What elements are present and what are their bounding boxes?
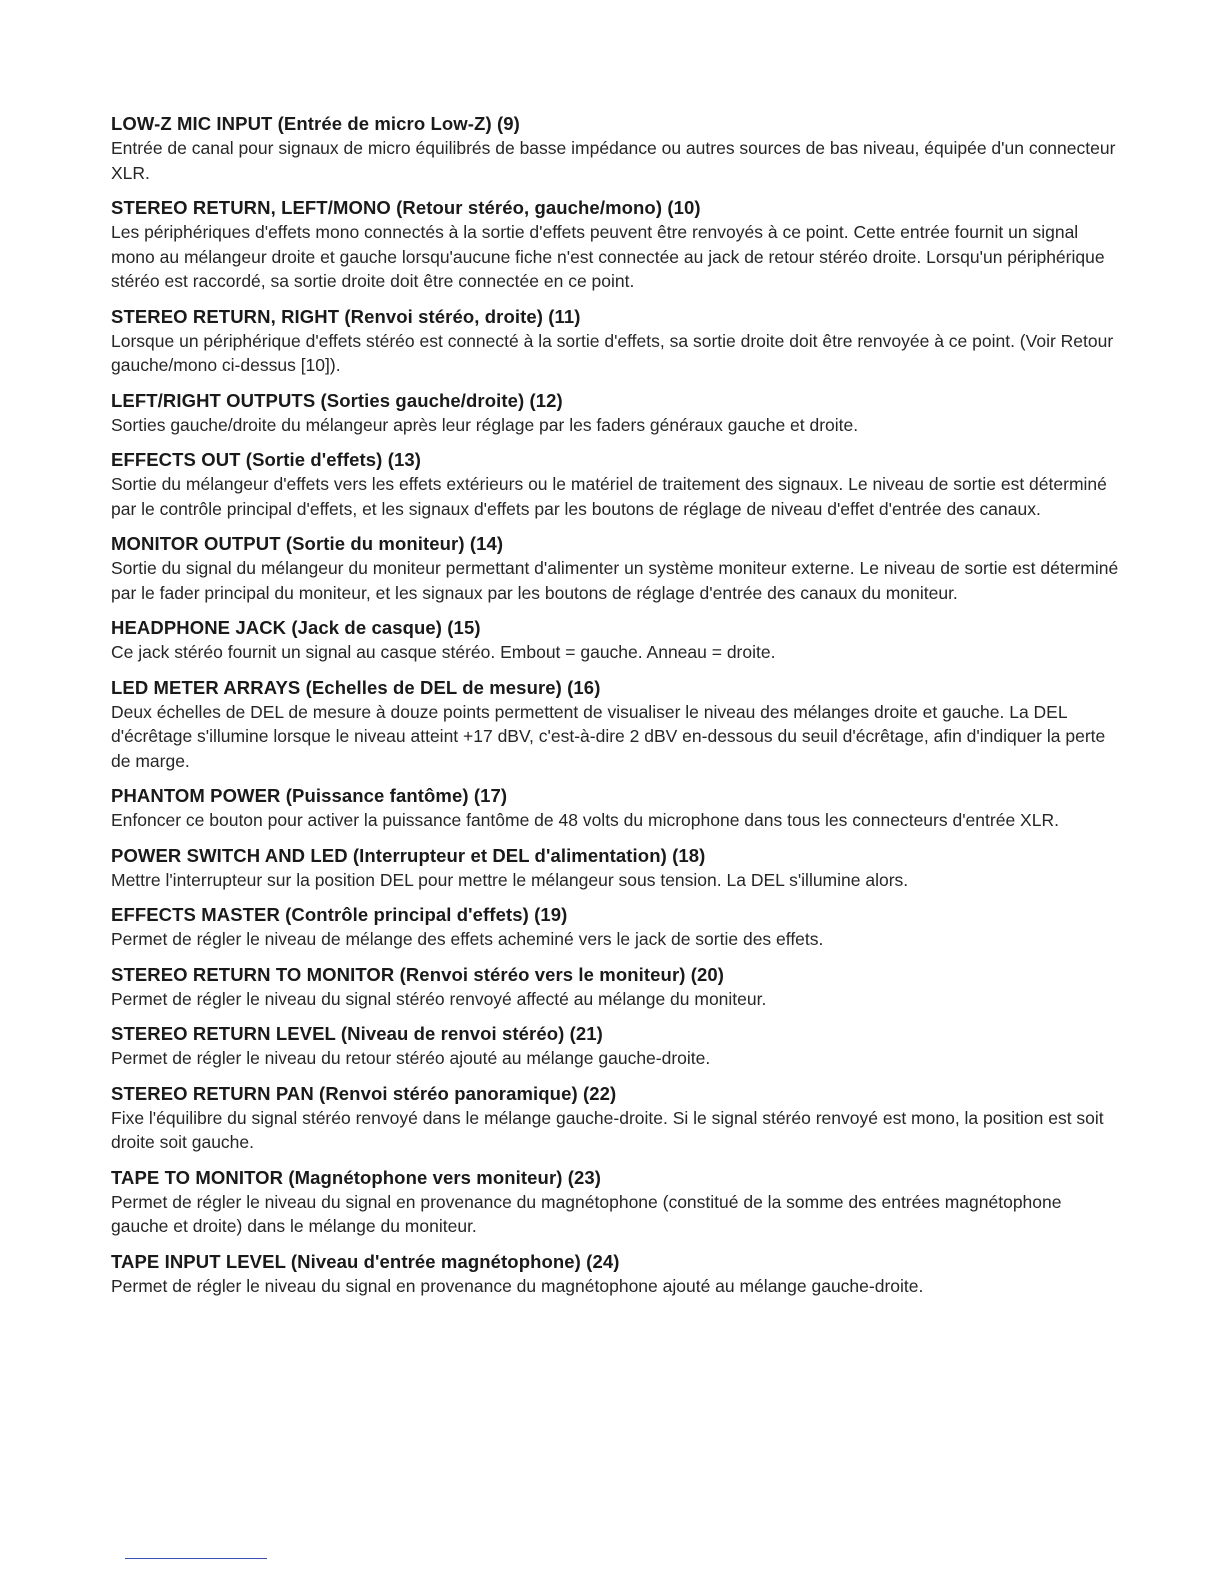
section-low-z-mic-input xyxy=(111,111,1121,185)
section-body: Fixe l'équilibre du signal stéréo renvoyé dans le mélange gauche-droite. Si le signal stéréo renvoyé est mono, la position est soit droite soit gauche. xyxy=(111,1107,1104,1152)
section-title: EFFECTS OUT (Sortie d'effets) (13) xyxy=(111,449,421,470)
section-title: POWER SWITCH AND LED (Interrupteur et DEL d'alimentation) (18) xyxy=(111,844,706,866)
section-title: HEADPHONE JACK (Jack de casque) (15) xyxy=(111,617,481,638)
section-title: LOW-Z MIC INPUT (Entrée de micro Low-Z) (9) xyxy=(111,113,520,134)
section-title: STEREO RETURN LEVEL (Niveau de renvoi stéréo) (21) xyxy=(111,1023,603,1044)
section-title: STEREO RETURN, LEFT/MONO (Retour stéréo, gauche/mono) (10) xyxy=(111,197,701,218)
section-title: MONITOR OUTPUT (Sortie du moniteur) (14) xyxy=(111,533,504,554)
section-body: Mettre l'interrupteur sur la position DEL pour mettre le mélangeur sous tension. La DEL s'illumine alors. xyxy=(111,869,909,890)
section-title: STEREO RETURN PAN (Renvoi stéréo panoramique) (22) xyxy=(111,1082,617,1104)
section-title: TAPE INPUT LEVEL (Niveau d'entrée magnétophone) (24) xyxy=(111,1250,620,1272)
section-body: Permet de régler le niveau du signal en provenance du magnétophone (constitué de la somme des entrées magnétophone gauche et droite) dans le mélange du moniteur. xyxy=(111,1191,1062,1236)
section-stereo-return-left-mono xyxy=(111,195,1121,294)
section-body: Sorties gauche/droite du mélangeur après leur réglage par les faders généraux gauche et droite. xyxy=(111,414,859,435)
section-stereo-return-to-monitor xyxy=(111,962,1121,1012)
section-left-right-outputs xyxy=(111,388,1121,438)
section-body: Lorsque un périphérique d'effets stéréo est connecté à la sortie d'effets, sa sortie droite doit être renvoyée à ce point. (Voir Retour gauche/mono ci-dessus [10]). xyxy=(111,330,1114,375)
section-effects-out xyxy=(111,447,1121,521)
section-title: STEREO RETURN, RIGHT (Renvoi stéréo, droite) (11) xyxy=(111,305,581,327)
section-body: Permet de régler le niveau du signal en provenance du magnétophone ajouté au mélange gauche-droite. xyxy=(111,1275,924,1296)
section-stereo-return-right xyxy=(111,304,1121,378)
section-body: Les périphériques d'effets mono connectés à la sortie d'effets peuvent être renvoyés à ce point. Cette entrée fournit un signal mono au mélangeur droite et gauche lorsqu'aucune fiche n'est connectée au jack de retour stéréo droite. Lorsqu'un périphérique stéréo est raccordé, sa sortie droite doit être connectée en ce point. xyxy=(111,222,1105,291)
section-body: Permet de régler le niveau du retour stéréo ajouté au mélange gauche-droite. xyxy=(111,1048,711,1068)
section-body: Entrée de canal pour signaux de micro équilibrés de basse impédance ou autres sources de bas niveau, équipée d'un connecteur XLR. xyxy=(111,138,1116,183)
section-body: Sortie du mélangeur d'effets vers les effets extérieurs ou le matériel de traitement des signaux. Le niveau de sortie est déterminé par le contrôle principal d'effets, et les signaux d'effets par les boutons de réglage de niveau d'effet d'entrée des canaux. xyxy=(111,474,1107,519)
footer-divider xyxy=(125,1558,267,1559)
document-page xyxy=(111,111,1121,1308)
section-phantom-power xyxy=(111,783,1121,833)
section-body: Ce jack stéréo fournit un signal au casque stéréo. Embout = gauche. Anneau = droite. xyxy=(111,642,776,662)
section-body: Permet de régler le niveau de mélange des effets acheminé vers le jack de sortie des effets. xyxy=(111,929,824,949)
section-stereo-return-pan xyxy=(111,1081,1121,1155)
section-title: LEFT/RIGHT OUTPUTS (Sorties gauche/droite) (12) xyxy=(111,389,563,411)
section-title: EFFECTS MASTER (Contrôle principal d'effets) (19) xyxy=(111,904,568,925)
section-title: LED METER ARRAYS (Echelles de DEL de mesure) (16) xyxy=(111,676,601,698)
section-title: STEREO RETURN TO MONITOR (Renvoi stéréo vers le moniteur) (20) xyxy=(111,963,725,985)
section-tape-to-monitor xyxy=(111,1165,1121,1239)
section-body: Deux échelles de DEL de mesure à douze points permettent de visualiser le niveau des mélanges droite et gauche. La DEL d'écrêtage s'illumine lorsque le niveau atteint +17 dBV, c'est-à-dire 2 dBV en-dessous du seuil d'écrêtage, afin d'indiquer la perte de marge. xyxy=(111,701,1106,771)
section-effects-master xyxy=(111,902,1121,952)
section-body: Enfoncer ce bouton pour activer la puissance fantôme de 48 volts du microphone dans tous les connecteurs d'entrée XLR. xyxy=(111,810,1059,830)
section-headphone-jack xyxy=(111,615,1121,665)
section-body: Sortie du signal du mélangeur du moniteur permettant d'alimenter un système moniteur externe. Le niveau de sortie est déterminé par le fader principal du moniteur, et les signaux par les boutons de réglage d'entrée des canaux du moniteur. xyxy=(111,558,1119,603)
section-tape-input-level xyxy=(111,1249,1121,1299)
section-monitor-output xyxy=(111,531,1121,605)
section-stereo-return-level xyxy=(111,1021,1121,1071)
section-title: PHANTOM POWER (Puissance fantôme) (17) xyxy=(111,785,508,806)
section-power-switch-and-led xyxy=(111,843,1121,893)
section-body: Permet de régler le niveau du signal stéréo renvoyé affecté au mélange du moniteur. xyxy=(111,988,767,1009)
section-title: TAPE TO MONITOR (Magnétophone vers moniteur) (23) xyxy=(111,1166,602,1188)
section-led-meter-arrays xyxy=(111,675,1121,774)
